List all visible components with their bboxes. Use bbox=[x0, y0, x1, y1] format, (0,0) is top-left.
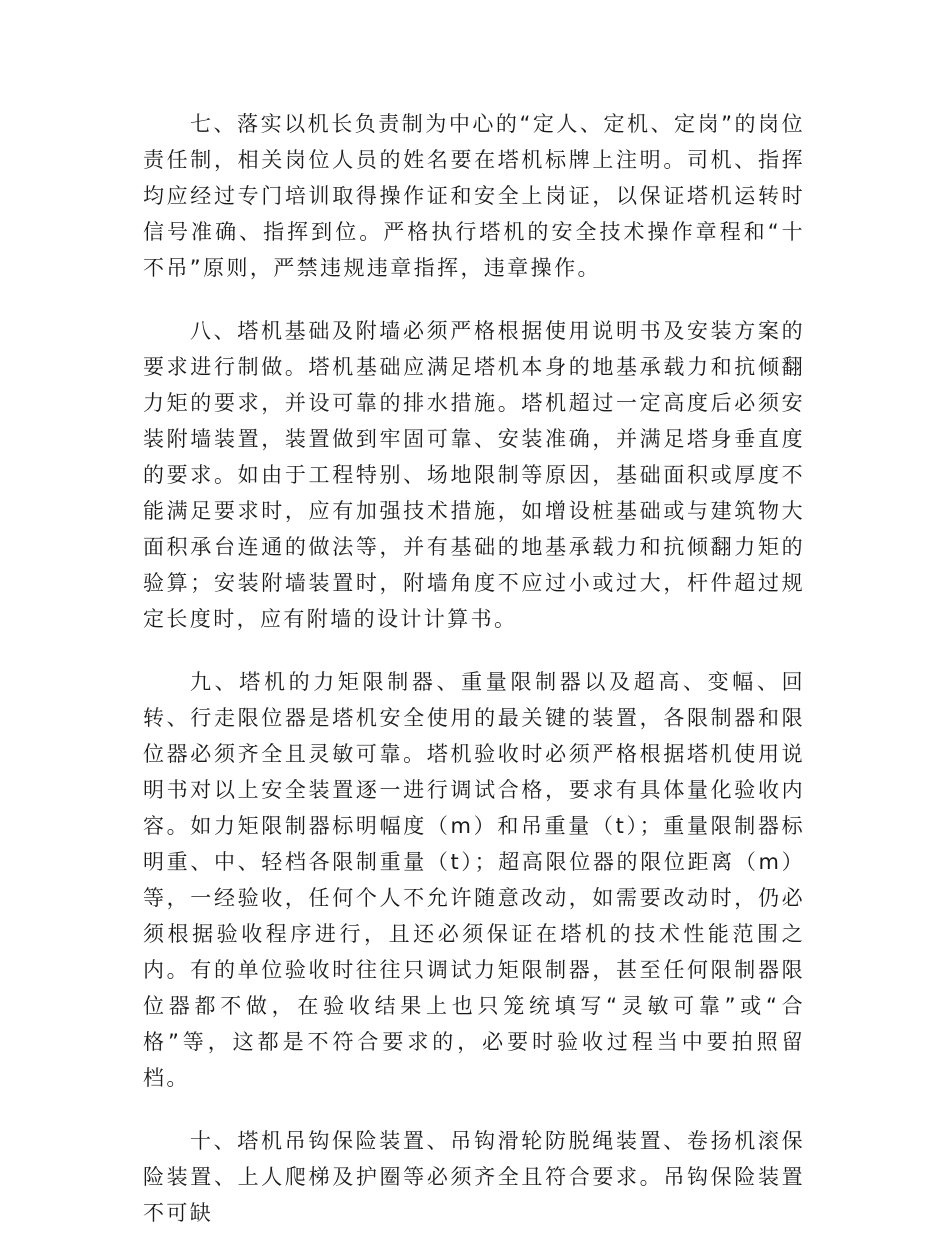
document-page bbox=[143, 106, 805, 1258]
paragraph-8: 八、塔机基础及附墙必须严格根据使用说明书及安装方案的要求进行制做。塔机基础应满足塔机本身的地基承载力和抗倾翻力矩的要求，并设可靠的排水措施。塔机超过一定高度后必须安装附墙装置，装置做到牢固可靠、安装准确，并满足塔身垂直度的要求。如由于工程特别、场地限制等原因，基础面积或厚度不能满足要求时，应有加强技术措施，如增设桩基础或与建筑物大面积承台连通的做法等，并有基础的地基承载力和抗倾翻力矩的验算；安装附墙装置时，附墙角度不应过小或过大，杆件超过规定长度时，应有附墙的设计计算书。 bbox=[143, 319, 805, 631]
paragraph-9: 九、塔机的力矩限制器、重量限制器以及超高、变幅、回转、行走限位器是塔机安全使用的最关键的装置，各限制器和限位器必须齐全且灵敏可靠。塔机验收时必须严格根据塔机使用说明书对以上安全装置逐一进行调试合格，要求有具体量化验收内容。如力矩限制器标明幅度（m）和吊重量（t）；重量限制器标明重、中、轻档各限制重量（t）；超高限位器的限位距离（m）等，一经验收，任何个人不允许随意改动，如需要改动时，仍必须根据验收程序进行，且还必须保证在塔机的技术性能范围之内。有的单位验收时往往只调试力矩限制器，甚至任何限制器限位器都不做，在验收结果上也只笼统填写“灵敏可靠”或“合格”等，这都是不符合要求的，必要时验收过程当中要拍照留档。 bbox=[143, 670, 805, 1090]
paragraph-10: 十、塔机吊钩保险装置、吊钩滑轮防脱绳装置、卷扬机滚保险装置、上人爬梯及护圈等必须齐全且符合要求。吊钩保险装置不可缺 bbox=[143, 1129, 805, 1225]
paragraph-7: 七、落实以机长负责制为中心的“定人、定机、定岗”的岗位责任制，相关岗位人员的姓名要在塔机标牌上注明。司机、指挥均应经过专门培训取得操作证和安全上岗证，以保证塔机运转时信号准确、指挥到位。严格执行塔机的安全技术操作章程和“十不吊”原则，严禁违规违章指挥，违章操作。 bbox=[143, 112, 805, 280]
